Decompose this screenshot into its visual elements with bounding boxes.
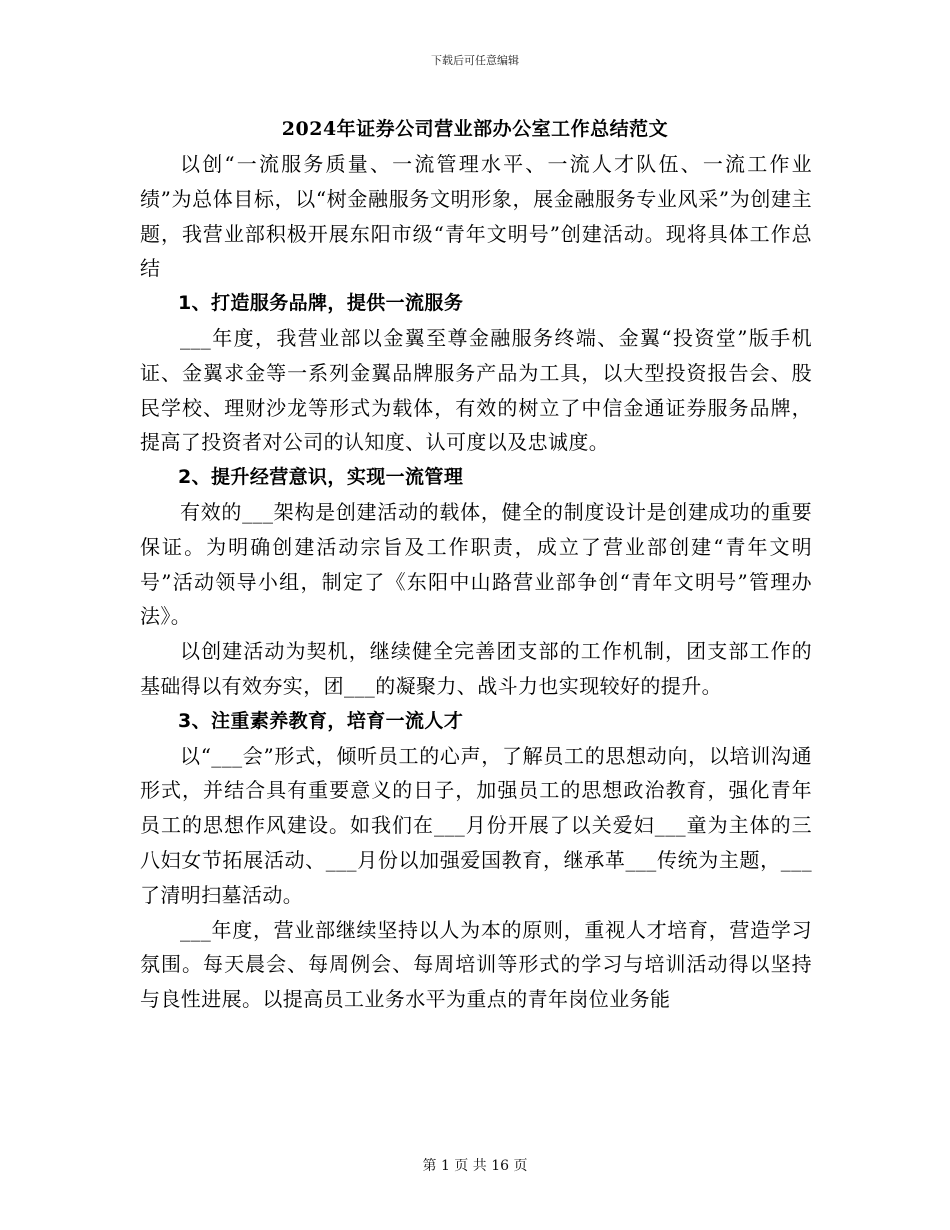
- body-paragraph: ___年度，营业部继续坚持以人为本的原则，重视人才培育，营造学习氛围。每天晨会、每周例会、每周培训等形式的学习与培训活动得以坚持与良性进展。以提高员工业务水平为重点的青年岗位业务能: [140, 917, 812, 1012]
- document-title: 2024年证券公司营业部办公室工作总结范文: [281, 118, 669, 140]
- body-paragraph: 以“___会”形式，倾听员工的心声，了解员工的思想动向，以培训沟通形式，并结合具有重要意义的日子，加强员工的思想政治教育，强化青年员工的思想作风建设。如我们在___月份开展了以关爱妇___童为主体的三八妇女节拓展活动、___月份以加强爱国教育，继承革___传统为主题，___了清明扫墓活动。: [140, 743, 812, 907]
- page-header: 下载后可任意编辑: [431, 54, 519, 67]
- body-paragraph: ___年度，我营业部以金翼至尊金融服务终端、金翼“投资堂”版手机证、金翼求金等一系列金翼品牌服务产品为工具，以大型投资报告会、股民学校、理财沙龙等形式为载体，有效的树立了中信金通证券服务品牌，提高了投资者对公司的认知度、认可度以及忠诚度。: [140, 325, 812, 455]
- document-body: [140, 147, 812, 1017]
- section-heading: 3、注重素养教育，培育一流人才: [178, 709, 464, 732]
- page-footer: 第 1 页 共 16 页: [422, 1158, 528, 1174]
- body-paragraph: 以创建活动为契机，继续健全完善团支部的工作机制，团支部工作的基础得以有效夯实，团___的凝聚力、战斗力也实现较好的提升。: [140, 639, 812, 698]
- body-paragraph: 以创“一流服务质量、一流管理水平、一流人才队伍、一流工作业绩”为总体目标，以“树金融服务文明形象，展金融服务专业风采”为创建主题，我营业部积极开展东阳市级“青年文明号”创建活动。现将具体工作总结: [140, 152, 812, 281]
- section-heading: 1、打造服务品牌，提供一流服务: [178, 292, 464, 315]
- body-paragraph: 有效的___架构是创建活动的载体，健全的制度设计是创建成功的重要保证。为明确创建活动宗旨及工作职责，成立了营业部创建“青年文明号”活动领导小组，制定了《东阳中山路营业部争创“青年文明号”管理办法》。: [140, 499, 812, 629]
- section-heading: 2、提升经营意识，实现一流管理: [178, 466, 464, 489]
